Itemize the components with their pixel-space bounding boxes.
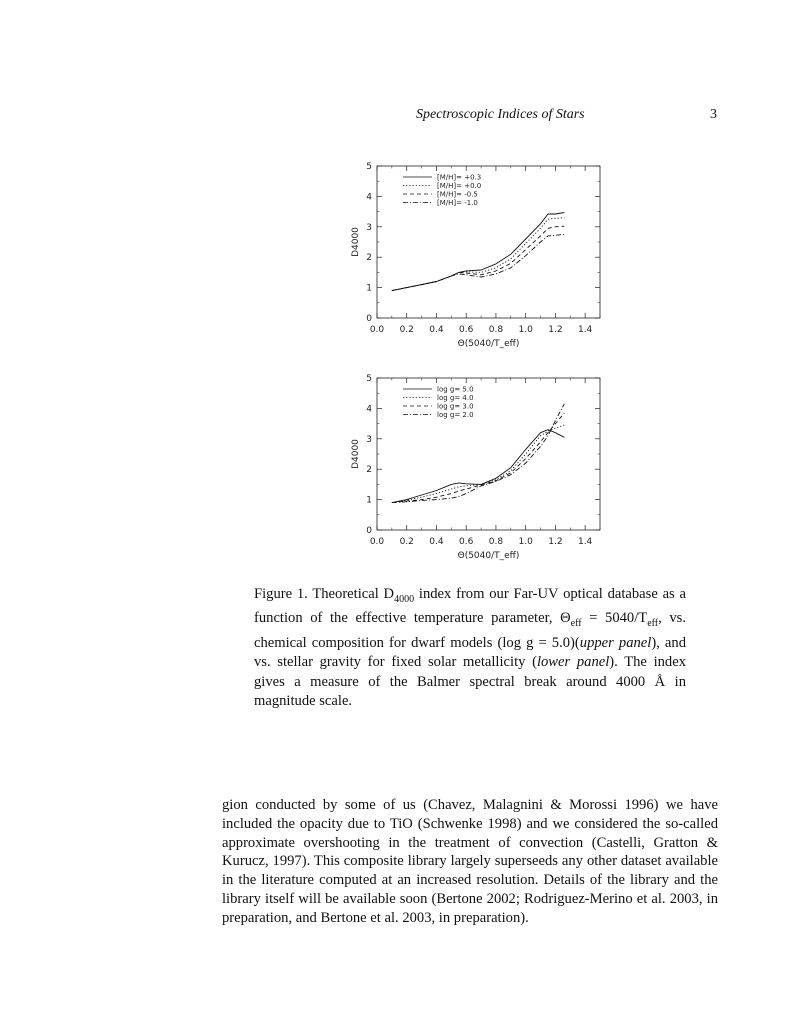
plot-frame bbox=[377, 166, 600, 318]
legend-label: [M/H]= +0.3 bbox=[437, 173, 482, 182]
figure-caption: Figure 1. Theoretical $D_{4000}$ index from our Far-UV optical database as a function of the effective temperature parameter, $\Theta_{eff} = 5040/T_{eff}$, vs. chemical composition for dwarf models (log g = 5.0)(upper panel), and vs. stellar gravity for fixed solar metallicity (lower panel). The index gives a measure of the Balmer spectral break around 4000 Å in magnitude scale. bbox=[254, 586, 687, 710]
x-tick-label: 0.8 bbox=[488, 537, 504, 547]
x-tick-label: 0.0 bbox=[369, 537, 385, 547]
y-tick-label: 1 bbox=[366, 495, 372, 506]
y-tick-label: 5 bbox=[366, 374, 372, 384]
y-tick-label: 2 bbox=[366, 465, 372, 476]
y-tick-label: 4 bbox=[366, 192, 372, 203]
y-tick-label: 3 bbox=[366, 222, 372, 233]
series-line bbox=[392, 234, 564, 290]
x-tick-label: 0.4 bbox=[429, 537, 444, 547]
series-line bbox=[392, 430, 564, 503]
legend-label: log g= 3.0 bbox=[437, 402, 474, 411]
legend-label: [M/H]= -1.0 bbox=[437, 199, 478, 207]
y-tick-label: 0 bbox=[366, 526, 372, 536]
body-paragraph: gion conducted by some of us (Chavez, Malagnini & Morossi 1996) we have included the opacity due to TiO (Schwenke 1998) and we considered the so-called approximate overshooting in the treatment of convection (Castelli, Gratton & Kurucz, 1997). This composite library largely superseeds any other dataset available in the literature computed at an increased resolution. Details of the library and the library itself will be available soon (Bertone 2002; Rodriguez-Merino et al. 2003, in preparation, and Bertone et al. 2003, in preparation). bbox=[222, 797, 718, 926]
upper-panel-chart bbox=[351, 162, 600, 349]
legend-label: log g= 5.0 bbox=[437, 385, 474, 394]
legend-label: log g= 4.0 bbox=[437, 394, 474, 402]
x-tick-label: 0.2 bbox=[399, 325, 414, 335]
x-tick-label: 1.4 bbox=[577, 325, 593, 335]
x-tick-label: 1.2 bbox=[548, 537, 563, 547]
y-tick-label: 5 bbox=[366, 162, 372, 172]
y-tick-label: 3 bbox=[366, 434, 372, 445]
plot-frame bbox=[377, 378, 600, 530]
legend-label: [M/H]= -0.5 bbox=[437, 190, 478, 199]
lower-panel-chart bbox=[351, 374, 600, 561]
x-tick-label: 1.4 bbox=[577, 537, 593, 547]
x-tick-label: 0.6 bbox=[459, 537, 474, 547]
x-tick-label: 1.0 bbox=[518, 537, 533, 547]
x-tick-label: 0.4 bbox=[429, 325, 444, 335]
y-tick-label: 2 bbox=[366, 253, 372, 264]
series-line bbox=[392, 218, 564, 291]
x-axis-label: Θ(5040/T_eff) bbox=[457, 551, 520, 561]
legend-label: log g= 2.0 bbox=[437, 411, 474, 419]
x-tick-label: 0.2 bbox=[399, 537, 414, 547]
running-header-title: Spectroscopic Indices of Stars bbox=[416, 107, 585, 122]
x-tick-label: 0.8 bbox=[488, 325, 504, 335]
x-tick-label: 0.0 bbox=[369, 325, 385, 335]
legend-label: [M/H]= +0.0 bbox=[437, 182, 482, 190]
x-tick-label: 1.0 bbox=[518, 325, 533, 335]
series-line bbox=[392, 404, 564, 503]
series-line bbox=[392, 425, 564, 503]
series-line bbox=[392, 213, 564, 291]
x-axis-label: Θ(5040/T_eff) bbox=[457, 339, 520, 349]
y-axis-label: D4000 bbox=[351, 439, 361, 469]
x-tick-label: 0.6 bbox=[459, 325, 474, 335]
y-tick-label: 0 bbox=[366, 314, 372, 324]
y-tick-label: 4 bbox=[366, 404, 372, 415]
y-tick-label: 1 bbox=[366, 283, 372, 294]
y-axis-label: D4000 bbox=[351, 227, 361, 257]
x-tick-label: 1.2 bbox=[548, 325, 563, 335]
series-line bbox=[392, 226, 564, 290]
page-number: 3 bbox=[710, 107, 717, 122]
series-line bbox=[392, 413, 564, 503]
